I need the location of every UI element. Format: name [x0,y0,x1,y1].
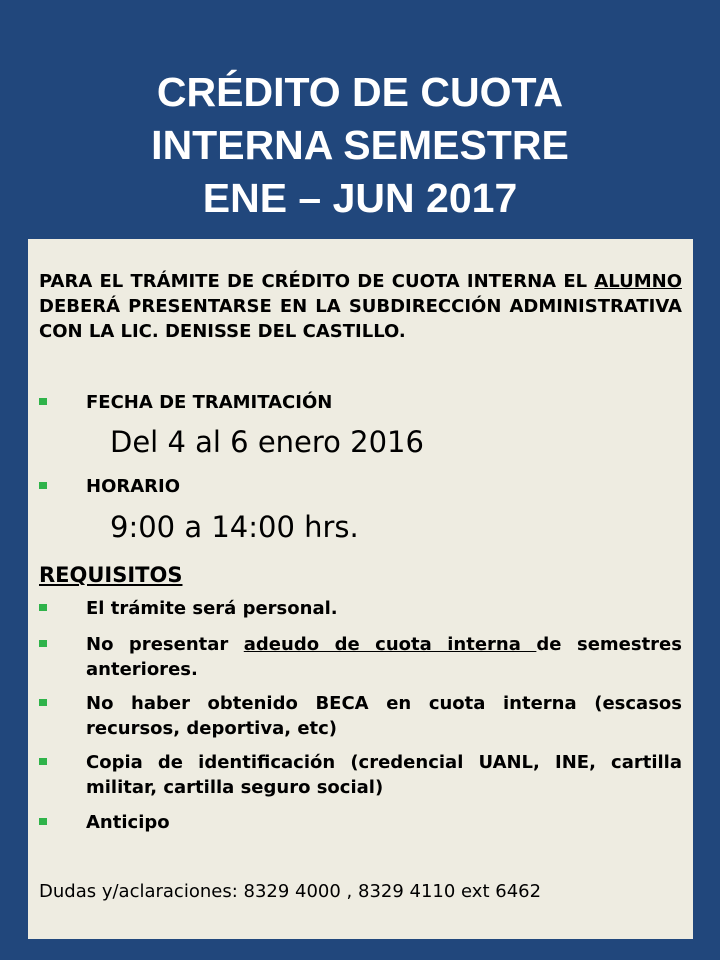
intro-text-part-1: PARA EL TRÁMITE DE CRÉDITO DE CUOTA INTERNA EL [39,271,595,292]
contact-info: Dudas y/aclaraciones: 8329 4000 , 8329 4110 ext 6462 [39,881,542,902]
hours-label: HORARIO [86,476,181,497]
bullet-square-icon [39,398,47,405]
bullet-square-icon [39,818,47,825]
requirements-heading: REQUISITOS [39,563,183,587]
title-line-1: CRÉDITO DE CUOTA [156,69,564,115]
requirement-item-no-debt-post: de semestres anteriores. [86,634,682,680]
requirement-item-no-debt-underlined: adeudo de cuota interna [243,634,537,655]
date-value: Del 4 al 6 enero 2016 [110,425,424,459]
content-panel [28,239,693,939]
intro-paragraph [39,269,682,344]
requirement-item-no-scholarship: No haber obtenido BECA en cuota interna (escasos recursos, deportiva, etc) [86,693,682,739]
date-label: FECHA DE TRAMITACIÓN [86,392,333,413]
intro-text-underlined: ALUMNO [594,271,682,292]
intro-text-part-2: DEBERÁ PRESENTARSE EN LA SUBDIRECCIÓN ADMINISTRATIVA CON LA LIC. DENISSE DEL CASTILLO. [39,296,682,342]
bullet-square-icon [39,482,47,489]
requirement-item-personal: El trámite será personal. [86,598,338,619]
hours-value: 9:00 a 14:00 hrs. [110,510,359,544]
bullet-square-icon [39,758,47,765]
requirement-item-id-copy: Copia de identificación (credencial UANL, INE, cartilla militar, cartilla seguro social) [86,752,682,798]
page-title [0,66,720,225]
bullet-square-icon [39,640,47,647]
title-line-3: ENE – JUN 2017 [202,175,518,221]
requirement-item-advance: Anticipo [86,812,170,833]
title-line-2: INTERNA SEMESTRE [151,122,569,168]
bullet-square-icon [39,604,47,611]
requirement-item-no-debt-pre: No presentar [86,634,244,655]
requirement-item-no-debt [86,632,682,682]
bullet-square-icon [39,699,47,706]
